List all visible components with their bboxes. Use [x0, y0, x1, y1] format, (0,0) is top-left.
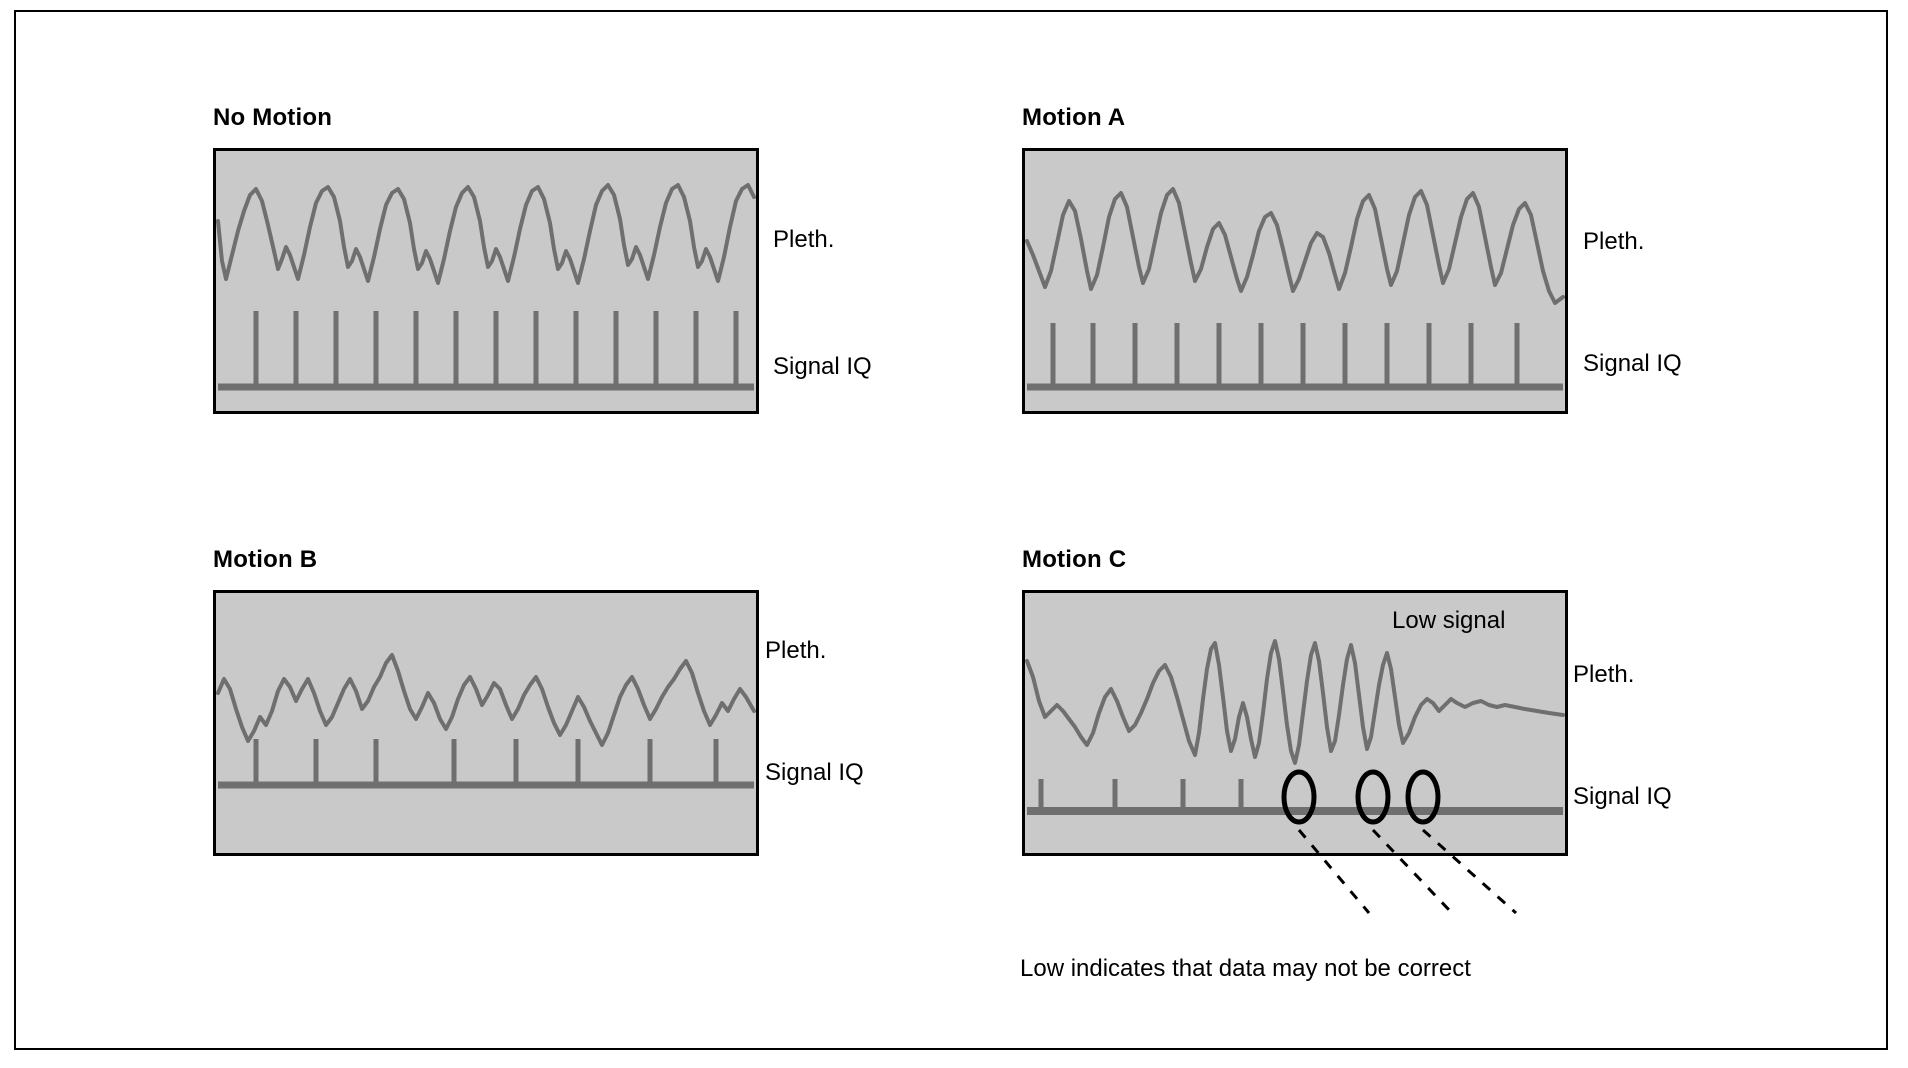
- waveform-no-motion: [216, 151, 756, 411]
- waveform-motion-a: [1025, 151, 1565, 411]
- panel-title-motion-c: Motion C: [1022, 546, 1127, 573]
- panel-title-no-motion: No Motion: [213, 104, 333, 131]
- caption-low-signal: Low indicates that data may not be correct: [1020, 955, 1471, 982]
- label-pleth-motion-b: Pleth.: [765, 637, 827, 664]
- label-signal-iq-no-motion: Signal IQ: [773, 353, 872, 380]
- panel-title-motion-b: Motion B: [213, 546, 318, 573]
- label-signal-iq-motion-a: Signal IQ: [1583, 350, 1682, 377]
- plot-box-motion-a: [1022, 148, 1568, 414]
- label-pleth-motion-c: Pleth.: [1573, 661, 1635, 688]
- waveform-motion-b: [216, 593, 756, 853]
- label-signal-iq-motion-b: Signal IQ: [765, 759, 864, 786]
- label-pleth-no-motion: Pleth.: [773, 226, 835, 253]
- annotation-low-signal: Low signal: [1392, 607, 1506, 634]
- plot-box-motion-b: [213, 590, 759, 856]
- label-signal-iq-motion-c: Signal IQ: [1573, 783, 1672, 810]
- plot-box-no-motion: [213, 148, 759, 414]
- panel-title-motion-a: Motion A: [1022, 104, 1126, 131]
- label-pleth-motion-a: Pleth.: [1583, 228, 1645, 255]
